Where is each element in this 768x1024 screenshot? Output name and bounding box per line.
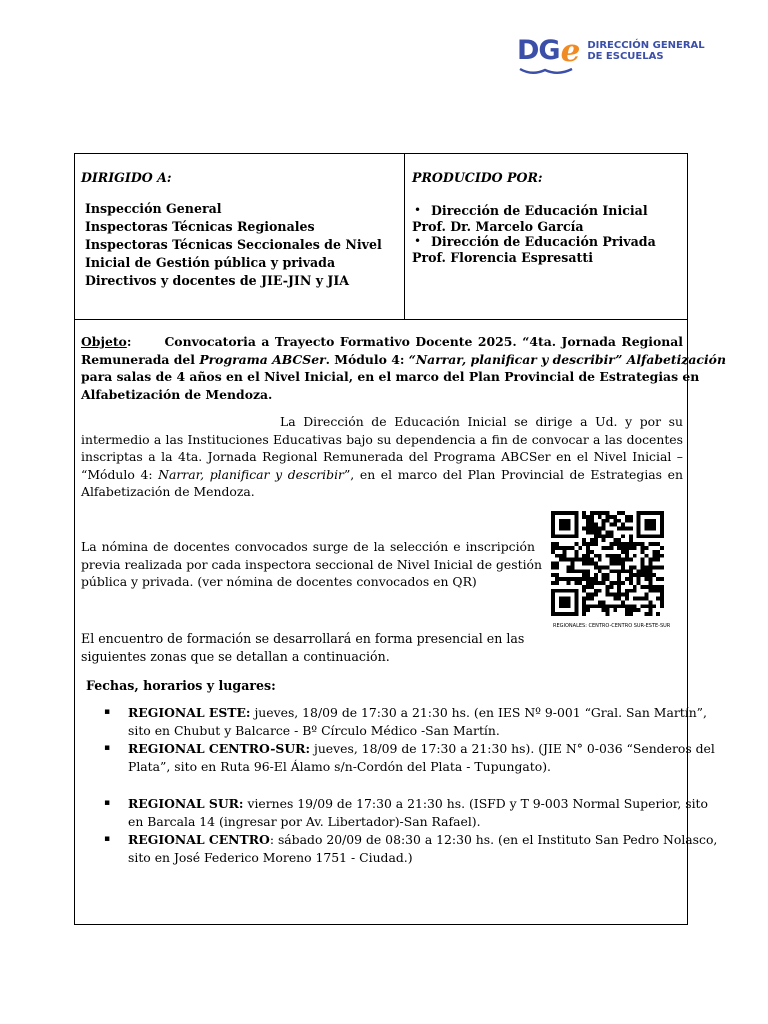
book-wave-icon (518, 66, 578, 78)
header-column-divider (404, 153, 405, 320)
intro-line: “Módulo 4: Narrar, planificar y describir”, en el marco del Plan Provincial de Estrategias en (81, 466, 683, 482)
regional-item: REGIONAL ESTE: jueves, 18/09 de 17:30 a 21:30 hs. (en IES Nº 9-001 “Gral. San Martín”, sito en Chubut y Balcarce - Bº Círculo Médico -San Martín. (128, 705, 707, 738)
objeto-line: Alfabetización de Mendoza. (81, 386, 273, 402)
bullet-marker: • (414, 203, 422, 217)
nomina-line: pública y privada. (ver nómina de docentes convocados en QR) (81, 574, 477, 589)
logo-text (587, 40, 704, 62)
list-marker: ▪ (104, 834, 111, 844)
logo-line-2: DE ESCUELAS (587, 51, 664, 62)
dirigido-title: DIRIGIDO A: (81, 170, 172, 185)
header-row-divider (74, 319, 688, 320)
regional-name: REGIONAL SUR: (128, 796, 244, 811)
objeto-label: Objeto (81, 334, 127, 349)
intro-line: Alfabetización de Mendoza. (81, 484, 255, 499)
fechas-title: Fechas, horarios y lugares: (86, 678, 276, 693)
dirigido-item: Inspectoras Técnicas Seccionales de Nivel (85, 237, 382, 252)
intro-paragraph (81, 413, 683, 501)
intro-line: intermedio a las Instituciones Educativas bajo su dependencia a fin de convocar a las docentes (81, 431, 683, 447)
objeto-paragraph (81, 333, 726, 403)
producido-direccion-inicial: Dirección de Educación Inicial (431, 203, 648, 218)
logo-line-1: DIRECCIÓN GENERAL (587, 40, 705, 51)
producido-prof-1: Prof. Dr. Marcelo García (412, 219, 584, 234)
producido-title: PRODUCIDO POR: (412, 170, 543, 185)
encuentro-line: siguientes zonas que se detallan a continuación. (81, 649, 390, 664)
objeto-line: Remunerada del Programa ABCSer. Módulo 4: “Narrar, planificar y describir” Alfabetización (81, 351, 726, 367)
regional-item: REGIONAL SUR: viernes 19/09 de 17:30 a 21:30 hs. (ISFD y T 9-003 Normal Superior, sito en Barcala 14 (ingresar por Av. Libertador)-San Rafael). (128, 796, 708, 829)
dirigido-item: Directivos y docentes de JIE-JIN y JIA (85, 273, 350, 288)
dge-logo-mark (517, 33, 581, 69)
qr-code[interactable] (551, 511, 664, 616)
producido-direccion-privada: Dirección de Educación Privada (431, 234, 656, 249)
intro-line: La Dirección de Educación Inicial se dirige a Ud. y por su (280, 414, 683, 429)
encuentro-line: El encuentro de formación se desarrollará en forma presencial en las (81, 631, 525, 646)
regional-name: REGIONAL CENTRO (128, 832, 270, 847)
intro-line: inscriptas a la 4ta. Jornada Regional Remunerada del Programa ABCSer en el Nivel Inicial – (81, 449, 683, 464)
regional-item: REGIONAL CENTRO-SUR: jueves, 18/09 de 17:30 a 21:30 hs). (JIE N° 0-036 “Senderos del Plata”, sito en Ruta 96-El Álamo s/n-Cordón del Plata - Tupungato). (128, 741, 715, 774)
dirigido-item: Inspección General (85, 201, 222, 216)
logo-e: e (560, 33, 581, 69)
nomina-line: La nómina de docentes convocados surge de la selección e inscripción (81, 539, 535, 554)
regional-name: REGIONAL ESTE: (128, 705, 251, 720)
logo-letters: DG (517, 35, 560, 66)
objeto-line: Objeto: Convocatoria a Trayecto Formativo Docente 2025. “4ta. Jornada Regional (81, 334, 683, 349)
objeto-line: para salas de 4 años en el Nivel Inicial, en el marco del Plan Provincial de Estrategias en (81, 369, 700, 384)
dge-logo (517, 33, 705, 69)
list-marker: ▪ (104, 798, 111, 808)
regional-name: REGIONAL CENTRO-SUR: (128, 741, 311, 756)
bullet-marker: • (414, 234, 422, 248)
nomina-paragraph (81, 538, 542, 591)
list-marker: ▪ (104, 707, 111, 717)
qr-caption: REGIONALES: CENTRO-CENTRO SUR-ESTE-SUR (553, 623, 671, 629)
dirigido-item: Inspectoras Técnicas Regionales (85, 219, 315, 234)
list-marker: ▪ (104, 743, 111, 753)
nomina-line: previa realizada por cada inspectora seccional de Nivel Inicial de gestión (81, 556, 542, 572)
dirigido-item: Inicial de Gestión pública y privada (85, 255, 336, 270)
regional-item: REGIONAL CENTRO: sábado 20/09 de 08:30 a 12:30 hs. (en el Instituto San Pedro Nolasco, sito en José Federico Moreno 1751 - Ciudad.) (128, 832, 718, 865)
producido-prof-2: Prof. Florencia Espresatti (412, 250, 593, 265)
